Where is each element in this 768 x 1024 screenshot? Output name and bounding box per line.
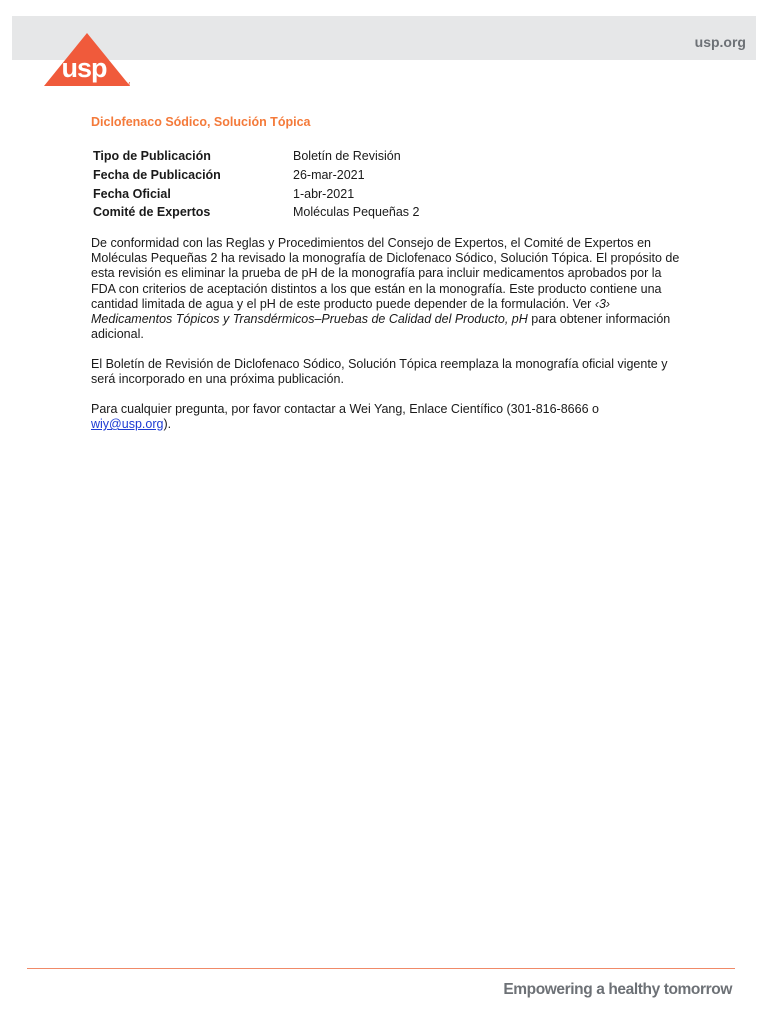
logo-text: usp bbox=[61, 53, 107, 83]
meta-row bbox=[93, 184, 419, 203]
meta-value: Moléculas Pequeñas 2 bbox=[293, 205, 420, 220]
metadata-table bbox=[93, 147, 419, 222]
paragraph-text: ). bbox=[163, 417, 172, 432]
meta-key: Fecha de Publicación bbox=[93, 168, 221, 183]
usp-logo bbox=[34, 32, 134, 90]
footer-tagline: Empowering a healthy tomorrow bbox=[503, 981, 732, 998]
meta-row bbox=[93, 147, 419, 166]
meta-row bbox=[93, 166, 419, 185]
paragraph-replacement: El Boletín de Revisión de Diclofenaco Sódico, Solución Tópica reemplaza la monografía oficial vigente y será incorporado en una próxima publicación. bbox=[91, 356, 668, 387]
paragraph-revision-purpose bbox=[91, 236, 681, 342]
meta-key: Comité de Expertos bbox=[93, 205, 211, 220]
site-link[interactable]: usp.org bbox=[694, 34, 746, 50]
footer-divider bbox=[27, 968, 735, 969]
document-title: Diclofenaco Sódico, Solución Tópica bbox=[91, 115, 311, 129]
contact-email-link[interactable]: wiy@usp.org bbox=[91, 417, 164, 432]
paragraph-text: para obtener información adicional. bbox=[91, 312, 671, 342]
meta-value: Boletín de Revisión bbox=[293, 149, 401, 164]
logo-tm: TM bbox=[123, 82, 131, 88]
chapter-reference: ‹3› Medicamentos Tópicos y Transdérmicos–Pruebas de Calidad del Producto, pH bbox=[91, 296, 611, 327]
paragraph-text: Para cualquier pregunta, por favor contactar a Wei Yang, Enlace Científico (301-816-8666 o bbox=[91, 401, 599, 416]
meta-value: 26-mar-2021 bbox=[293, 168, 365, 183]
meta-key: Tipo de Publicación bbox=[93, 149, 211, 164]
paragraph-text: De conformidad con las Reglas y Procedimientos del Consejo de Expertos, el Comité de Expertos en Moléculas Pequeñas 2 ha revisado la monografía de Diclofenaco Sódico, Solución Tópica. El propósito de esta revisión es eliminar la prueba de pH de la monografía para incluir medicamentos aprobados por la FDA con criterios de aceptación distintos a los que están en la monografía. Este producto contiene una cantidad limitada de agua y el pH de este producto puede depender de la formulación. Ver bbox=[91, 236, 680, 311]
meta-key: Fecha Oficial bbox=[93, 186, 171, 201]
body-text bbox=[91, 236, 681, 447]
paragraph-contact bbox=[91, 402, 681, 432]
meta-value: 1-abr-2021 bbox=[293, 186, 355, 201]
meta-row bbox=[93, 203, 419, 222]
